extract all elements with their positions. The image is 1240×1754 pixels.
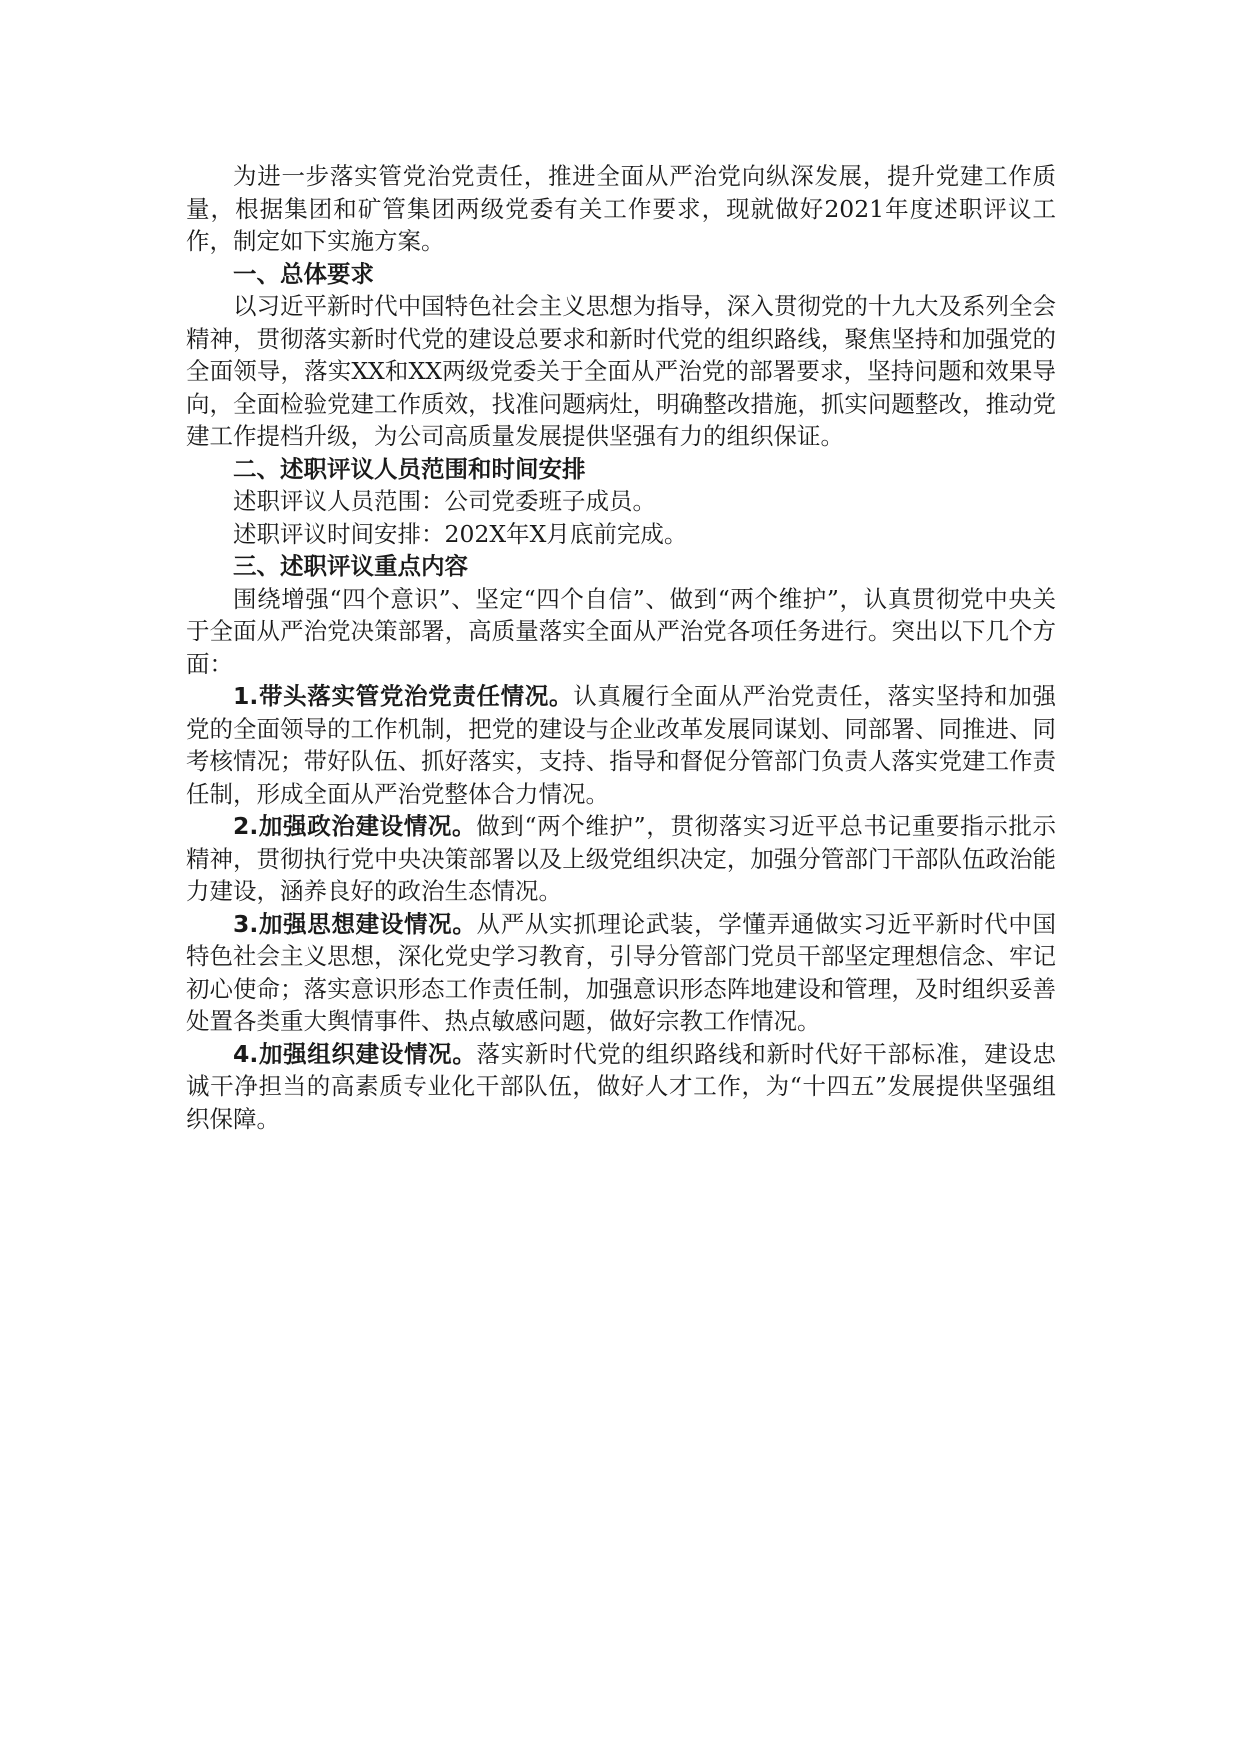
section-heading-key-content: 三、述职评议重点内容 [233, 552, 468, 580]
list-item-lead: 2.加强政治建设情况。 [233, 812, 477, 840]
list-item [186, 908, 1056, 1038]
list-item [186, 810, 1056, 908]
key-content-intro-paragraph: 围绕增强“四个意识”、坚定“四个自信”、做到“两个维护”，认真贯彻党中央关于全面从严治党决策部署，高质量落实全面从严治党各项任务进行。突出以下几个方面： [186, 584, 1056, 678]
list-item-lead: 1.带头落实管党治党责任情况。 [233, 682, 574, 710]
section-heading-scope-and-schedule: 二、述职评议人员范围和时间安排 [233, 454, 586, 483]
list-item-text: 落实新时代党的组织路线和新时代好干部标准，建设忠诚干净担当的高素质专业化干部队伍，做好人才工作，为“十四五”发展提供坚强组织保障。 [186, 1039, 1057, 1133]
general-requirements-paragraph: 以习近平新时代中国特色社会主义思想为指导，深入贯彻党的十九大及系列全会精神，贯彻落实新时代党的建设总要求和新时代党的组织路线，聚焦坚持和加强党的全面领导，落实XX和XX两级党委关于全面从严治党的部署要求，坚持问题和效果导向，全面检验党建工作质效，找准问题病灶，明确整改措施，抓实问题整改，推动党建工作提档升级，为公司高质量发展提供坚强有力的组织保证。 [186, 292, 1056, 450]
section-heading-general-requirements: 一、总体要求 [233, 259, 374, 288]
list-item [186, 680, 1056, 810]
list-item-text: 从严从实抓理论武装，学懂弄通做实习近平新时代中国特色社会主义思想，深化党史学习教育，引导分管部门党员干部坚定理想信念、牢记初心使命；落实意识形态工作责任制，加强意识形态阵地建设和管理，及时组织妥善处置各类重大舆情事件、热点敏感问题，做好宗教工作情况。 [186, 909, 1057, 1035]
list-item [186, 1038, 1056, 1136]
list-item-text: 认真履行全面从严治党责任，落实坚持和加强党的全面领导的工作机制，把党的建设与企业改革发展同谋划、同部署、同推进、同考核情况；带好队伍、抓好落实，支持、指导和督促分管部门负责人落实党建工作责任制，形成全面从严治党整体合力情况。 [186, 682, 1057, 808]
schedule-paragraph: 述职评议时间安排：202X年X月底前完成。 [233, 519, 688, 548]
list-item-lead: 4.加强组织建设情况。 [233, 1039, 477, 1068]
list-item-text: 做到“两个维护”，贯彻落实习近平总书记重要指示批示精神，贯彻执行党中央决策部署以及上级党组织决定，加强分管部门干部队伍政治能力建设，涵养良好的政治生态情况。 [186, 812, 1057, 905]
scope-paragraph: 述职评议人员范围：公司党委班子成员。 [233, 487, 656, 515]
intro-paragraph: 为进一步落实管党治党责任，推进全面从严治党向纵深发展，提升党建工作质量，根据集团和矿管集团两级党委有关工作要求，现就做好2021年度述职评议工作，制定如下实施方案。 [186, 162, 1056, 255]
document-page [186, 160, 1056, 1135]
list-item-lead: 3.加强思想建设情况。 [233, 909, 477, 938]
